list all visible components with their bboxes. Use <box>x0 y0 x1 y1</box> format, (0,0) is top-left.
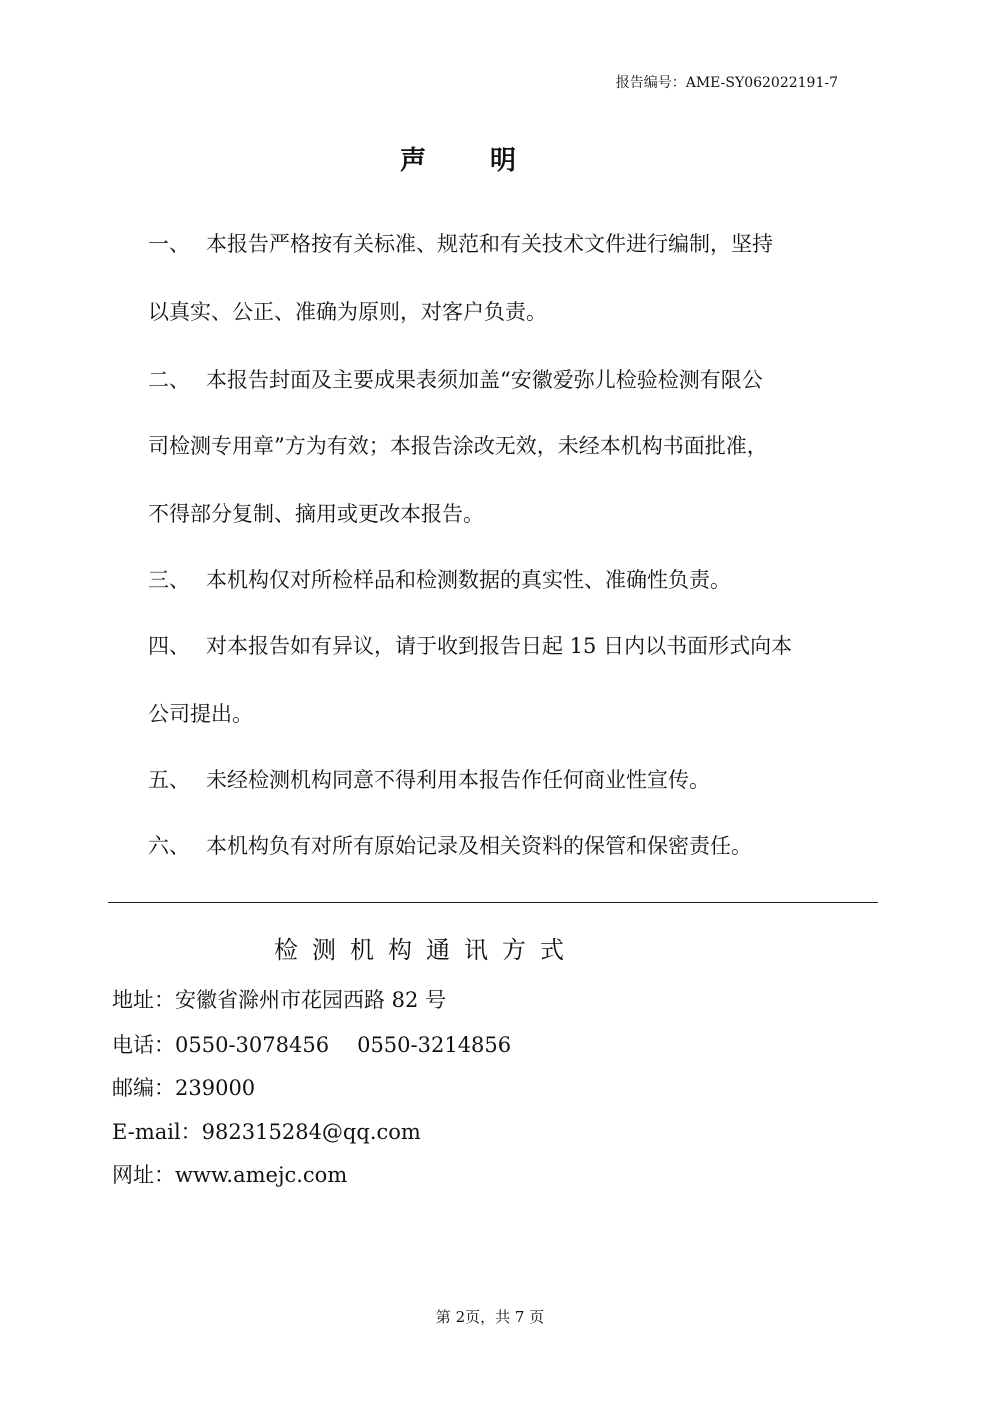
divider <box>108 902 878 903</box>
statement-1-line-2: 以真实、公正、准确为原则，对客户负责。 <box>148 300 547 324</box>
statement-text: 本机构仅对所检样品和检测数据的真实性、准确性负责。 <box>206 568 731 592</box>
statement-text: 对本报告如有异议，请于收到报告日起 15 日内以书面形式向本 <box>206 634 793 658</box>
statement-2-line-3: 不得部分复制、摘用或更改本报告。 <box>148 502 484 526</box>
statement-number: 二、 <box>148 368 190 392</box>
contact-section-title: 检测机构通讯方式 <box>274 936 578 964</box>
statement-5-line-1 <box>148 764 710 796</box>
contact-website: 网址：www.amejc.com <box>112 1163 348 1187</box>
phone-label: 电话： <box>112 1033 175 1057</box>
contact-address: 地址：安徽省滁州市花园西路 82 号 <box>112 988 447 1012</box>
page-title: 声明 <box>399 146 580 176</box>
contact-phone <box>112 1030 511 1060</box>
statement-text: 未经检测机构同意不得利用本报告作任何商业性宣传。 <box>206 768 710 792</box>
statement-number: 三、 <box>148 568 190 592</box>
statement-number: 五、 <box>148 768 190 792</box>
statement-4-line-1 <box>148 630 792 662</box>
phone-number-1: 0550-3078456 <box>175 1033 330 1057</box>
contact-email: E-mail：982315284@qq.com <box>112 1120 421 1144</box>
contact-postcode: 邮编：239000 <box>112 1076 256 1100</box>
statement-number: 一、 <box>148 232 190 256</box>
phone-number-2: 0550-3214856 <box>357 1033 512 1057</box>
statement-text: 本报告封面及主要成果表须加盖“安徽爱弥儿检验检测有限公 <box>206 368 763 392</box>
report-number: 报告编号：AME-SY062022191-7 <box>615 75 838 91</box>
statement-2-line-2: 司检测专用章”方为有效；本报告涂改无效，未经本机构书面批准， <box>148 434 768 458</box>
statement-6-line-1 <box>148 830 752 862</box>
page-number: 第 2页，共 7 页 <box>435 1308 545 1326</box>
statement-4-line-2: 公司提出。 <box>148 702 253 726</box>
statement-1-line-1 <box>148 228 773 260</box>
statement-text: 本报告严格按有关标准、规范和有关技术文件进行编制，坚持 <box>206 232 773 256</box>
statement-2-line-1 <box>148 364 763 396</box>
statement-3-line-1 <box>148 564 731 596</box>
statement-number: 六、 <box>148 834 190 858</box>
statement-number: 四、 <box>148 634 190 658</box>
statement-text: 本机构负有对所有原始记录及相关资料的保管和保密责任。 <box>206 834 752 858</box>
